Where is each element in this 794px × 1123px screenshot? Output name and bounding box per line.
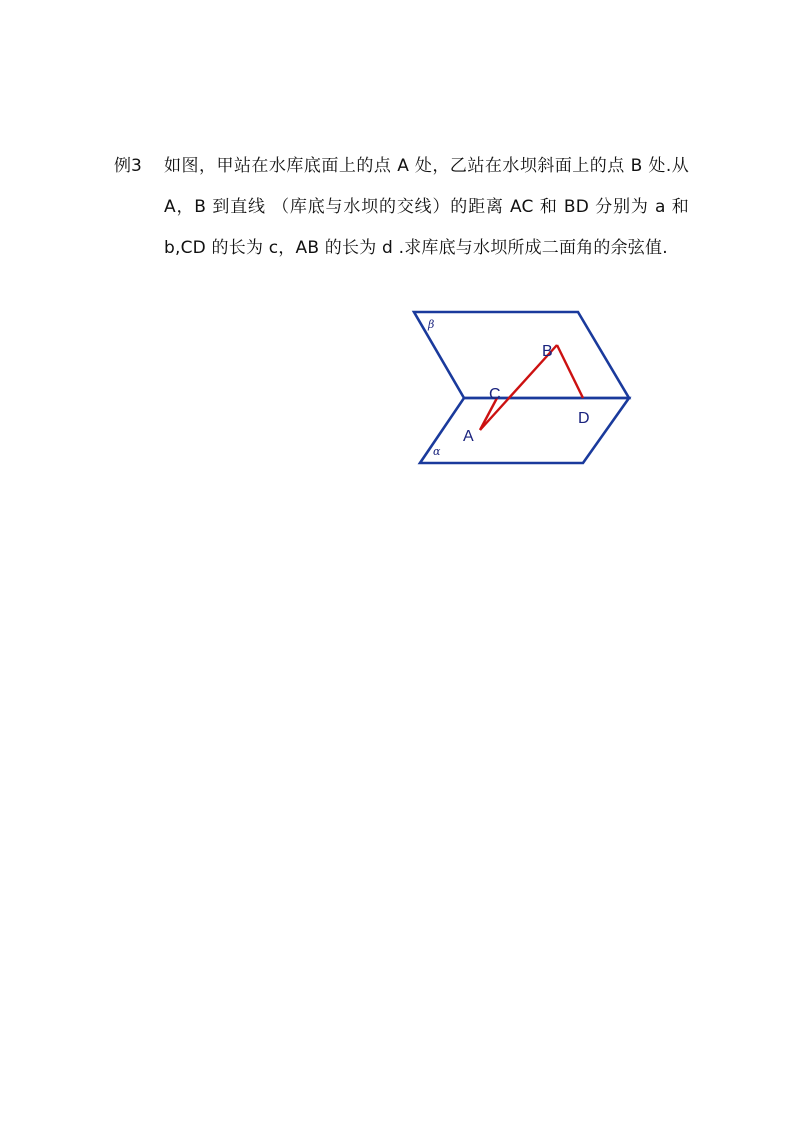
label-alpha: α bbox=[433, 445, 441, 458]
figure-svg bbox=[400, 300, 640, 475]
problem-statement: 如图，甲站在水库底面上的点 A 处，乙站在水坝斜面上的点 B 处.从 A，B 到直线 （库底与水坝的交线）的距离 AC 和 BD 分别为 a 和 b,CD 的长为 c，AB 的长为 d .求库底与水坝所成二面角的余弦值. bbox=[164, 156, 689, 258]
label-point-d: D bbox=[578, 410, 590, 427]
plane-alpha bbox=[420, 398, 629, 463]
label-point-a: A bbox=[463, 428, 474, 445]
dihedral-angle-figure bbox=[400, 300, 640, 475]
segment-bd bbox=[557, 345, 583, 398]
problem-number: 例3 bbox=[114, 156, 142, 176]
label-beta: β bbox=[428, 318, 435, 331]
label-point-b: B bbox=[542, 343, 553, 360]
label-point-c: C bbox=[489, 386, 501, 403]
